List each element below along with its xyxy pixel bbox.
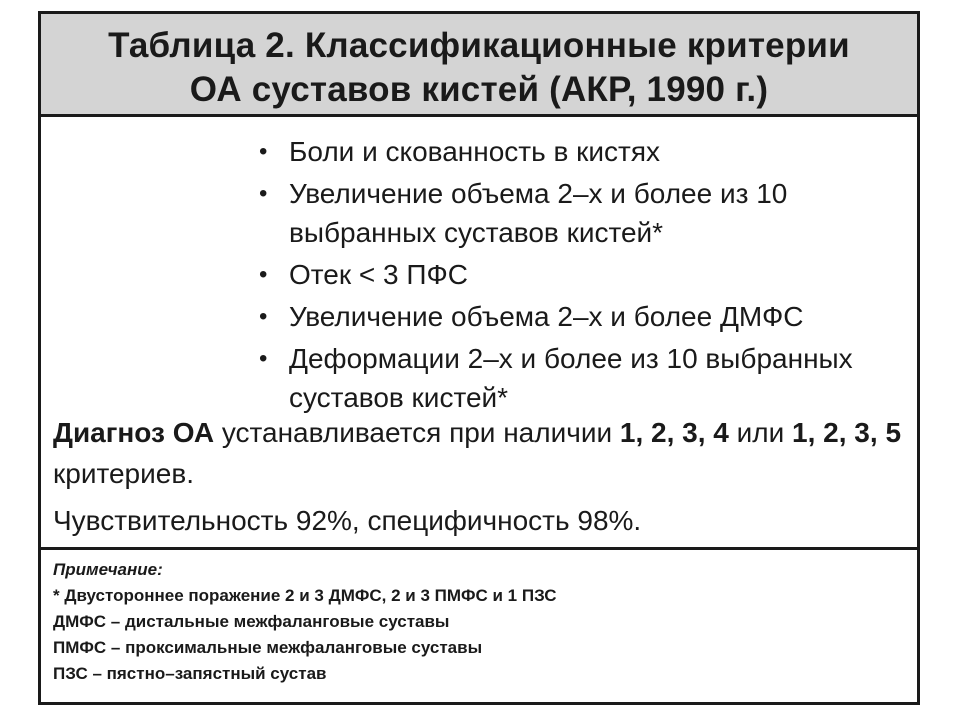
notes-title: Примечание: [53,560,163,579]
criterion-text: Деформации 2–х и более из 10 выбранных суставов кистей* [289,343,853,413]
table-body [41,114,917,550]
criterion-item [259,255,909,294]
table-title-line-2: ОА суставов кистей (АКР, 1990 г.) [189,70,769,109]
criterion-item [259,297,909,336]
note-line: ДМФС – дистальные межфаланговые суставы [53,612,450,631]
bullet-icon: • [259,180,268,207]
bullet-icon: • [259,345,268,372]
criterion-item [259,132,909,171]
bullet-icon: • [259,261,268,288]
table-notes [41,550,917,702]
diagnosis-end: критериев. [53,458,194,489]
criteria-list [259,132,909,420]
criterion-text: Увеличение объема 2–х и более из 10 выбранных суставов кистей* [289,178,788,248]
criterion-item [259,339,909,417]
diagnosis-text: устанавливается при наличии [214,417,620,448]
criteria-table [38,11,920,705]
note-line: * Двустороннее поражение 2 и 3 ДМФС, 2 и 3 ПМФС и 1 ПЗС [53,586,557,605]
diagnosis-lead: Диагноз ОА [53,417,215,448]
criteria-set-1: 1, 2, 3, 4 [619,417,729,448]
table-header [41,14,917,117]
diagnosis-or: или [728,417,793,448]
criteria-set-2: 1, 2, 3, 5 [792,417,902,448]
criterion-text: Отек < 3 ПФС [289,259,469,290]
diagnosis-rule [53,412,903,494]
table-title-line-1: Таблица 2. Классификационные критерии [108,26,850,65]
criterion-item [259,174,909,252]
bullet-icon: • [259,138,268,165]
note-line: ПЗС – пястно–запястный сустав [53,664,327,683]
criterion-text: Увеличение объема 2–х и более ДМФС [289,301,804,332]
note-line: ПМФС – проксимальные межфаланговые суставы [53,638,483,657]
sensitivity-specificity: Чувствительность 92%, специфичность 98%. [53,505,642,536]
notes-block [53,557,557,687]
criterion-text: Боли и скованность в кистях [289,136,660,167]
bullet-icon: • [259,303,268,330]
